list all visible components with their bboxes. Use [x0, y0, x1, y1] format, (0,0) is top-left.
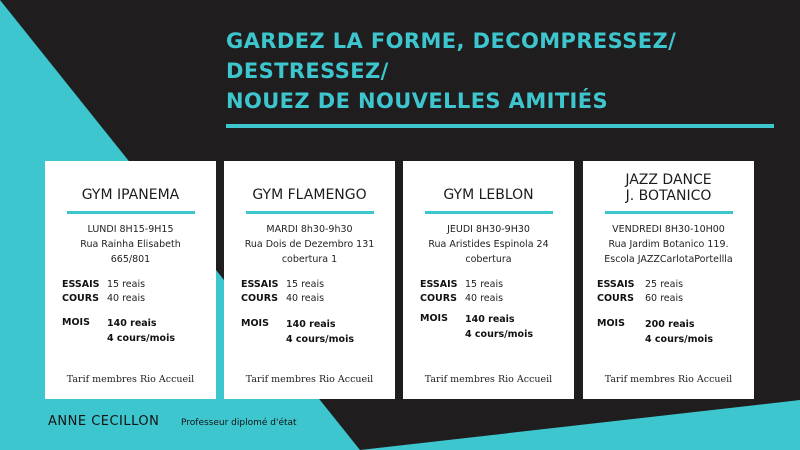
headline: [226, 26, 676, 116]
card-title: GYM IPANEMA: [81, 187, 180, 203]
headline-underline: [226, 124, 774, 128]
mois-price: 200 reais 4 cours/mois: [645, 319, 713, 345]
teacher-name: ANNE CECILLON: [48, 414, 160, 429]
cours-price: 40 reais: [107, 293, 146, 304]
teacher-title: Professeur diplomé d'état: [181, 418, 297, 428]
card-gym-leblon: [403, 161, 574, 399]
cours-label: COURS: [420, 293, 457, 304]
headline-line-1: GARDEZ LA FORME, DECOMPRESSEZ/: [226, 29, 677, 53]
mois-label: MOIS: [420, 313, 448, 324]
cours-label: COURS: [62, 293, 99, 304]
mois-price: 140 reais 4 cours/mois: [286, 319, 354, 345]
essais-label: ESSAIS: [420, 279, 458, 290]
card-title-underline: [605, 211, 733, 214]
card-title-underline: [246, 211, 374, 214]
card-schedule: LUNDI 8H15-9H15 Rua Rainha Elisabeth 665/801: [80, 224, 181, 265]
card-title: GYM LEBLON: [443, 187, 534, 203]
cours-label: COURS: [597, 293, 634, 304]
essais-price: 15 reais: [107, 279, 146, 290]
card-gym-flamengo: [224, 161, 395, 399]
cours-price: 60 reais: [645, 293, 684, 304]
card-footer: Tarif membres Rio Accueil: [604, 374, 733, 385]
essais-price: 25 reais: [645, 279, 684, 290]
card-footer: Tarif membres Rio Accueil: [66, 374, 195, 385]
essais-label: ESSAIS: [241, 279, 279, 290]
cours-price: 40 reais: [465, 293, 504, 304]
essais-price: 15 reais: [465, 279, 504, 290]
essais-price: 15 reais: [286, 279, 325, 290]
card-title-underline: [67, 211, 195, 214]
mois-price: 140 reais 4 cours/mois: [465, 314, 533, 340]
headline-line-2: DESTRESSEZ/: [226, 59, 389, 83]
cours-label: COURS: [241, 293, 278, 304]
mois-label: MOIS: [62, 317, 90, 328]
card-schedule: VENDREDI 8H30-10H00 Rua Jardim Botanico 119. Escola JAZZCarlotaPortellla: [604, 224, 733, 265]
card-jazz-dance: [583, 161, 754, 399]
card-schedule: MARDI 8h30-9h30 Rua Dois de Dezembro 131 cobertura 1: [244, 224, 375, 265]
mois-price: 140 reais 4 cours/mois: [107, 318, 175, 344]
card-gym-ipanema: [45, 161, 216, 399]
essais-label: ESSAIS: [597, 279, 635, 290]
card-title-underline: [425, 211, 553, 214]
card-footer: Tarif membres Rio Accueil: [245, 374, 374, 385]
card-footer: Tarif membres Rio Accueil: [424, 374, 553, 385]
card-schedule: JEUDI 8H30-9H30 Rua Aristides Espinola 24 cobertura: [428, 224, 549, 265]
essais-label: ESSAIS: [62, 279, 100, 290]
mois-label: MOIS: [241, 318, 269, 329]
card-title: GYM FLAMENGO: [252, 187, 367, 203]
headline-line-3: NOUEZ DE NOUVELLES AMITIÉS: [226, 89, 609, 113]
cours-price: 40 reais: [286, 293, 325, 304]
mois-label: MOIS: [597, 318, 625, 329]
card-title: JAZZ DANCE J. BOTANICO: [625, 172, 712, 204]
